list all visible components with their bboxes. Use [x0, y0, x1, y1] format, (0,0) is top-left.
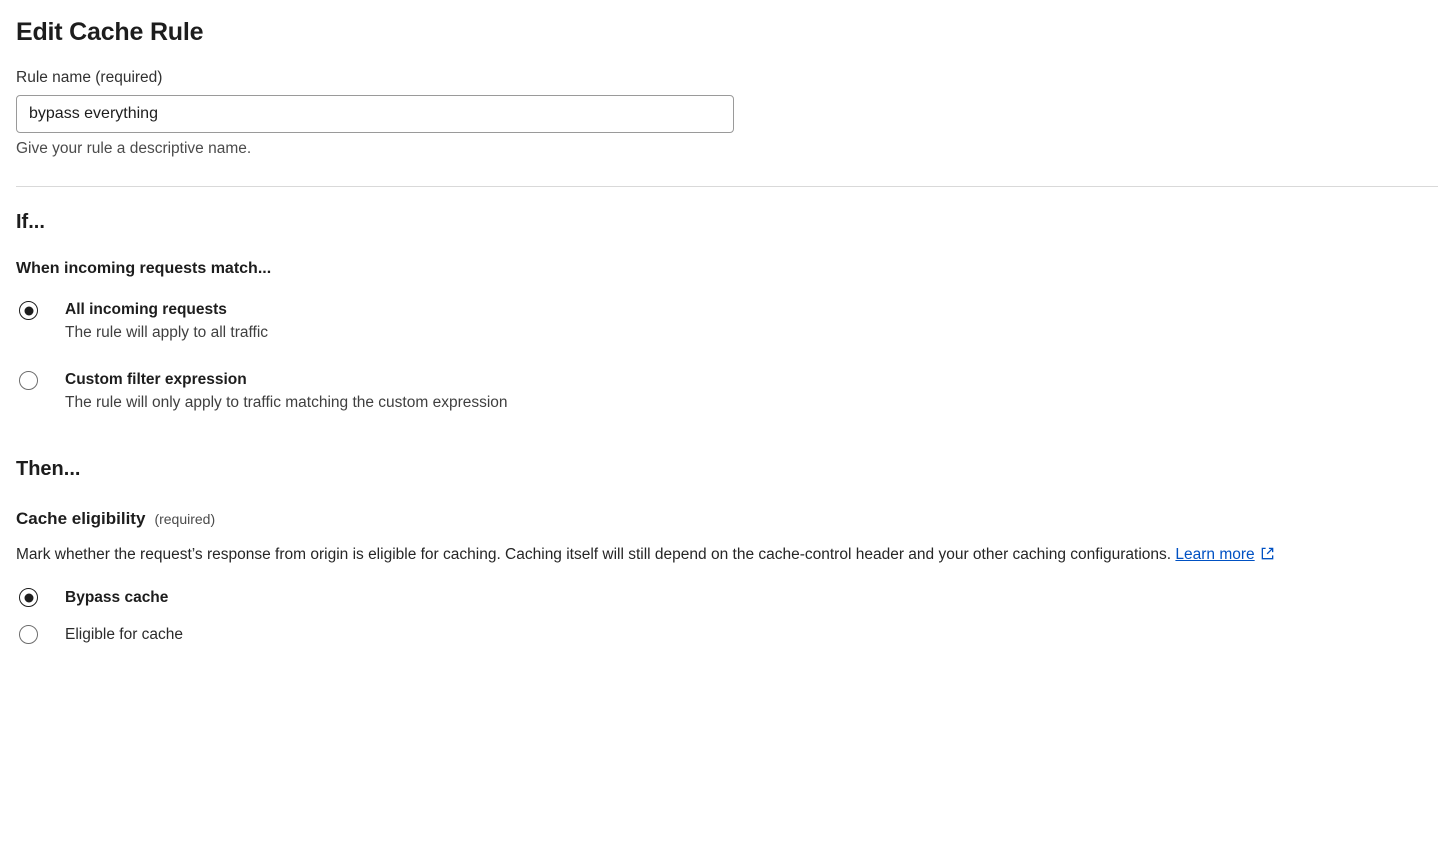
learn-more-link[interactable]: Learn more — [1175, 546, 1255, 564]
radio-option-custom-filter-expression[interactable] — [16, 370, 1438, 414]
cache-eligibility-required-note: (required) — [154, 511, 216, 528]
page-title: Edit Cache Rule — [16, 18, 204, 46]
radio-option-eligible-for-cache[interactable] — [16, 625, 1438, 644]
radio-icon-bypass-cache[interactable] — [19, 588, 38, 607]
if-section-heading: If... — [16, 211, 45, 233]
cache-eligibility-heading — [16, 509, 1438, 529]
radio-icon-eligible-for-cache[interactable] — [19, 625, 38, 644]
rule-name-input[interactable] — [16, 95, 734, 133]
radio-description-custom-filter-expression: The rule will only apply to traffic matching the custom expression — [65, 393, 508, 411]
cache-eligibility-description — [16, 544, 1428, 568]
radio-icon-all-incoming-requests[interactable] — [19, 301, 38, 320]
incoming-requests-match-heading: When incoming requests match... — [16, 260, 272, 277]
rule-name-label: Rule name (required) — [16, 69, 163, 86]
section-divider — [16, 186, 1438, 187]
radio-option-bypass-cache[interactable] — [16, 588, 1438, 607]
radio-label-bypass-cache: Bypass cache — [65, 588, 169, 606]
radio-label-custom-filter-expression: Custom filter expression — [65, 370, 247, 388]
cache-eligibility-label: Cache eligibility — [16, 509, 146, 529]
cache-eligibility-description-text: Mark whether the request’s response from origin is eligible for caching. Caching itself will still depend on the cache-control header and your other caching configurations. — [16, 546, 1172, 564]
radio-label-eligible-for-cache: Eligible for cache — [65, 625, 184, 643]
then-section-heading: Then... — [16, 458, 81, 481]
incoming-requests-radio-group — [16, 300, 1438, 413]
cache-eligibility-radio-group — [16, 588, 1438, 644]
radio-label-all-incoming-requests: All incoming requests — [65, 301, 227, 318]
radio-icon-custom-filter-expression[interactable] — [19, 371, 38, 390]
radio-option-all-incoming-requests[interactable] — [16, 300, 1438, 344]
rule-name-help-text: Give your rule a descriptive name. — [16, 140, 252, 157]
radio-description-all-incoming-requests: The rule will apply to all traffic — [65, 324, 269, 342]
external-link-icon[interactable] — [1260, 546, 1275, 568]
